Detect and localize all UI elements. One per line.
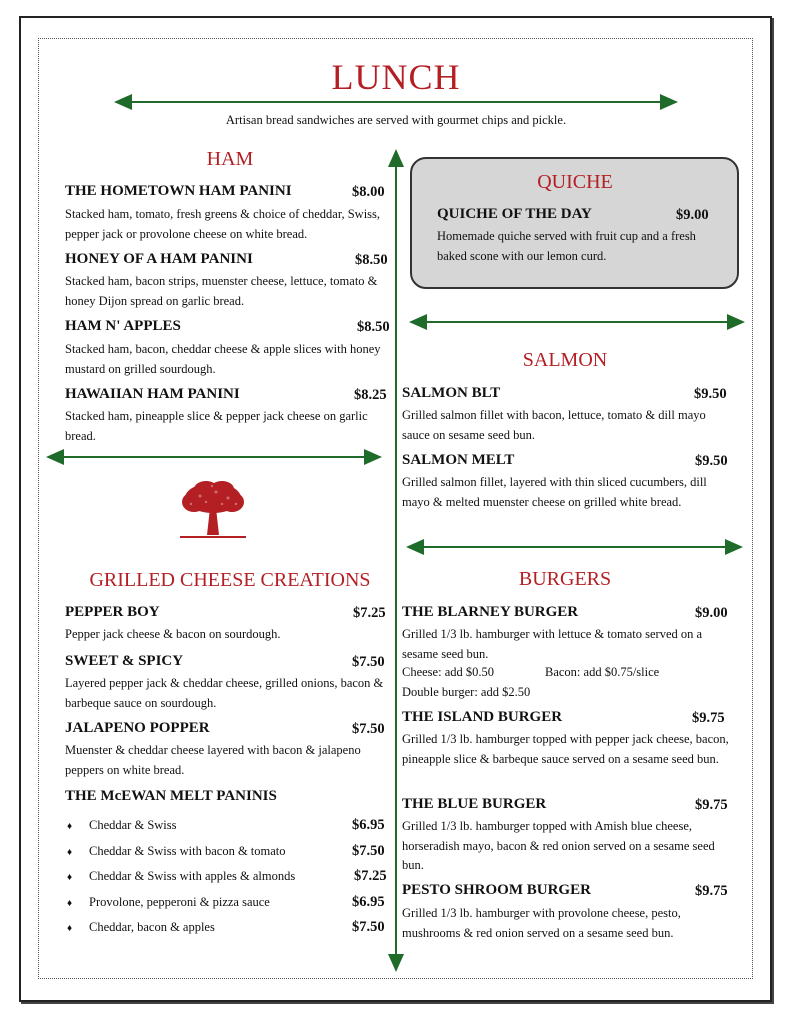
menu-item-price: $7.50 (352, 654, 385, 670)
menu-item-desc: Homemade quiche served with fruit cup and a fresh baked scone with our lemon curd. (437, 229, 696, 263)
menu-item-name: HAWAIIAN HAM PANINI (65, 386, 240, 402)
menu-item-price: $8.25 (354, 387, 387, 403)
bullet-icon: ♦ (67, 872, 73, 883)
menu-item-name: THE ISLAND BURGER (402, 709, 563, 725)
menu-item-name: THE BLUE BURGER (402, 796, 547, 812)
menu-item-price: $8.00 (352, 184, 385, 200)
salmon-heading: SALMON (522, 349, 608, 371)
menu-item-name: QUICHE OF THE DAY (437, 206, 592, 222)
menu-item-desc: Muenster & cheddar cheese layered with bacon & jalapeno peppers on white bread. (65, 743, 361, 777)
menu-item-price: $8.50 (355, 252, 388, 268)
menu-item-desc: Stacked ham, bacon, cheddar cheese & apple slices with honey mustard on grilled sourdough. (65, 342, 381, 376)
panini-price: $7.25 (354, 868, 387, 884)
panini-price: $7.50 (352, 843, 385, 859)
menu-item-name: SWEET & SPICY (65, 653, 184, 669)
panini-option: Cheddar & Swiss with apples & almonds (89, 869, 296, 883)
menu-item-name: HONEY OF A HAM PANINI (65, 251, 253, 267)
bullet-icon: ♦ (67, 898, 73, 909)
panini-heading: THE McEWAN MELT PANINIS (65, 788, 277, 804)
menu-item-desc: Grilled 1/3 lb. hamburger topped with pepper jack cheese, bacon, pineapple slice & barbeque sauce served on a sesame seed bun. (402, 732, 729, 766)
menu-item-desc: Grilled salmon fillet with bacon, lettuce, tomato & dill mayo sauce on sesame seed bun. (402, 408, 706, 442)
panini-option: Cheddar & Swiss (89, 818, 177, 832)
menu-item-price: $9.75 (695, 883, 728, 899)
addon-double: Double burger: add $2.50 (402, 685, 531, 699)
menu-item-desc: Grilled 1/3 lb. hamburger with lettuce & tomato served on a sesame seed bun. (402, 627, 703, 661)
menu-item-name: PESTO SHROOM BURGER (402, 882, 591, 898)
page-title: LUNCH (331, 57, 461, 97)
menu-item-price: $9.75 (695, 797, 728, 813)
burgers-heading: BURGERS (518, 568, 612, 590)
bullet-icon: ♦ (67, 923, 73, 934)
tree-logo-icon (176, 478, 250, 542)
quiche-heading: QUICHE (537, 171, 613, 193)
menu-item-desc: Stacked ham, bacon strips, muenster cheese, lettuce, tomato & honey Dijon spread on garlic bread. (65, 274, 378, 308)
menu-item-price: $8.50 (357, 319, 390, 335)
panini-option: Provolone, pepperoni & pizza sauce (89, 895, 270, 909)
menu-item-price: $9.50 (694, 386, 727, 402)
menu-item-name: JALAPENO POPPER (65, 720, 210, 736)
menu-item-name: THE HOMETOWN HAM PANINI (65, 183, 292, 199)
menu-item-name: SALMON MELT (402, 452, 515, 468)
page-subtitle: Artisan bread sandwiches are served with gourmet chips and pickle. (225, 113, 567, 127)
menu-item-desc: Stacked ham, tomato, fresh greens & choice of cheddar, Swiss, pepper jack or provolone cheese on white bread. (65, 207, 381, 241)
menu-item-price: $7.25 (353, 605, 386, 621)
menu-item-desc: Stacked ham, pineapple slice & pepper jack cheese on garlic bread. (65, 409, 368, 443)
menu-item-desc: Grilled 1/3 lb. hamburger topped with Amish blue cheese, horseradish mayo, bacon & red onion served on a sesame seed bun. (402, 819, 715, 872)
panini-price: $7.50 (352, 919, 385, 935)
addon-bacon: Bacon: add $0.75/slice (545, 665, 660, 679)
menu-item-price: $9.00 (695, 605, 728, 621)
panini-option: Cheddar, bacon & apples (89, 920, 215, 934)
ham-heading: HAM (206, 148, 254, 170)
menu-item-name: PEPPER BOY (65, 604, 160, 620)
menu-item-name: SALMON BLT (402, 385, 501, 401)
menu-item-desc: Layered pepper jack & cheddar cheese, grilled onions, bacon & barbeque sauce on sourdough. (65, 676, 384, 710)
menu-item-name: HAM N' APPLES (65, 318, 181, 334)
panini-price: $6.95 (352, 817, 385, 833)
menu-item-desc: Pepper jack cheese & bacon on sourdough. (65, 627, 281, 641)
panini-option: Cheddar & Swiss with bacon & tomato (89, 844, 286, 858)
menu-item-price: $7.50 (352, 721, 385, 737)
bullet-icon: ♦ (67, 847, 73, 858)
panini-price: $6.95 (352, 894, 385, 910)
menu-item-price: $9.75 (692, 710, 725, 726)
bullet-icon: ♦ (67, 821, 73, 832)
addon-cheese: Cheese: add $0.50 (402, 665, 494, 679)
grilled-cheese-heading: GRILLED CHEESE CREATIONS (89, 569, 371, 591)
menu-item-price: $9.00 (676, 207, 709, 223)
menu-item-name: THE BLARNEY BURGER (402, 604, 579, 620)
menu-item-price: $9.50 (695, 453, 728, 469)
menu-item-desc: Grilled 1/3 lb. hamburger with provolone cheese, pesto, mushrooms & red onion served on a sesame seed bun. (402, 906, 681, 940)
menu-item-desc: Grilled salmon fillet, layered with thin sliced cucumbers, dill mayo & melted muenster cheese on grilled white bread. (402, 475, 707, 509)
